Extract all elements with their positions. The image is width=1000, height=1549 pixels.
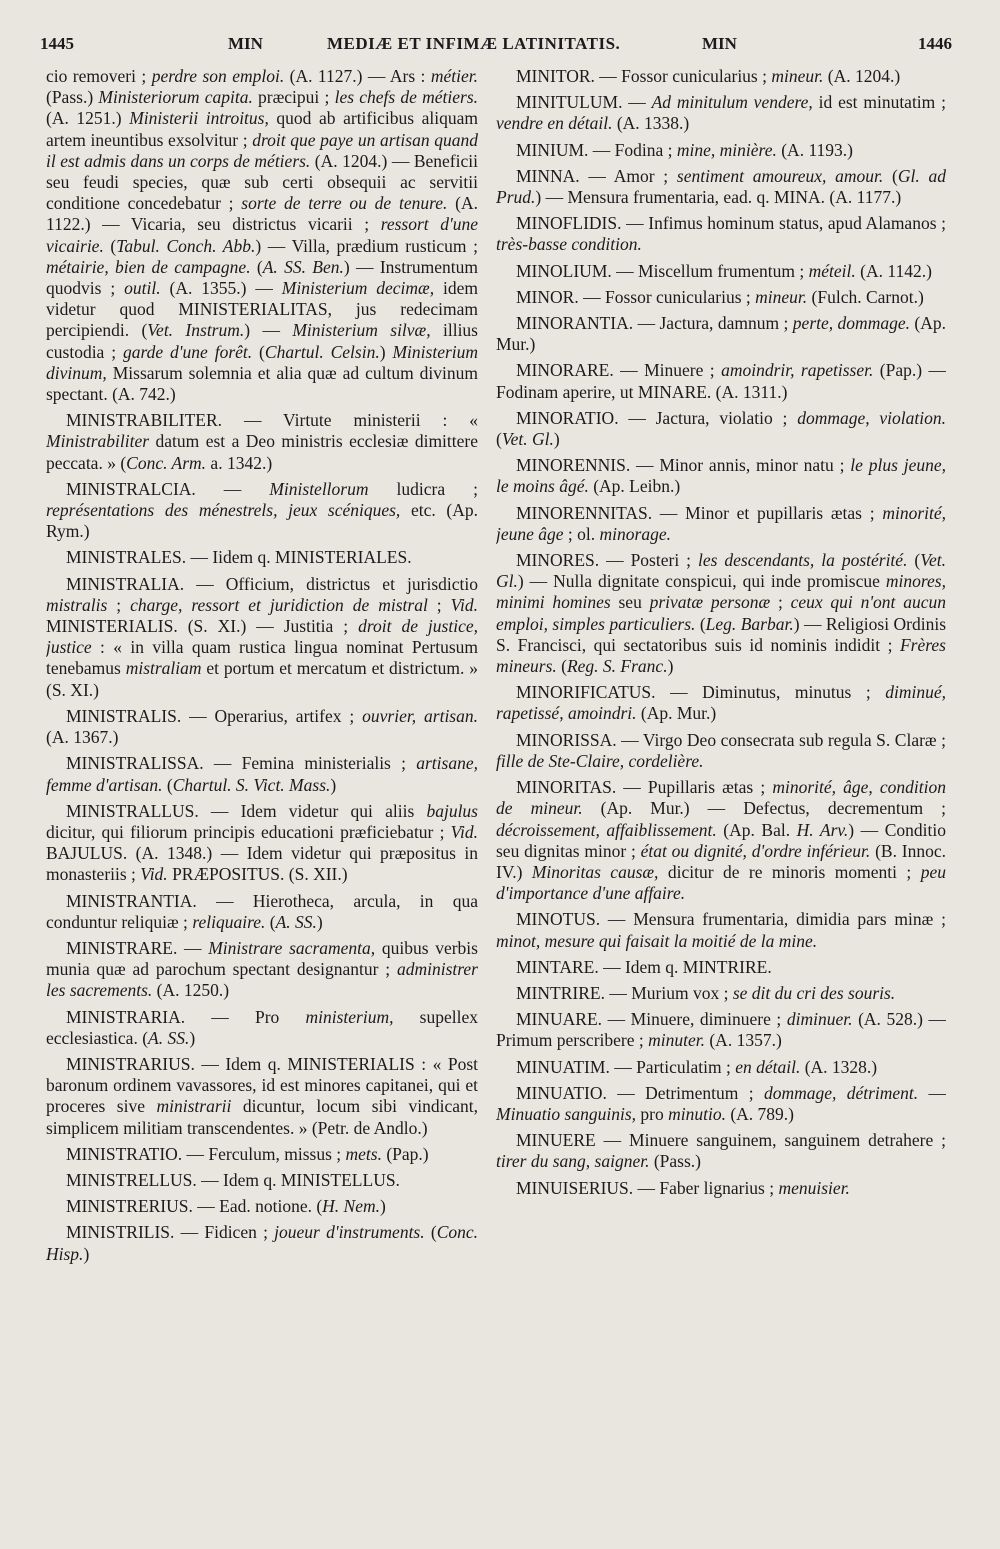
dictionary-entry: MINISTRERIUS. — Ead. notione. (H. Nem.) xyxy=(66,1196,386,1217)
dictionary-entry: MINISTRELLUS. — Idem q. MINISTELLUS. xyxy=(66,1169,400,1190)
page-header xyxy=(40,34,952,66)
dictionary-entry: MINORANTIA. — Jactura, damnum ; perte, dommage. (Ap. Mur.) xyxy=(496,313,946,355)
dictionary-entry: MINISTRARIA. — Pro ministerium, supellex ecclesiastica. (A. SS.) xyxy=(46,1006,478,1048)
dictionary-entry: MINOR. — Fossor cunicularius ; mineur. (Fulch. Carnot.) xyxy=(516,286,924,307)
dictionary-entry: MINIUM. — Fodina ; mine, minière. (A. 1193.) xyxy=(516,139,854,160)
page-number-left: 1445 xyxy=(40,34,74,53)
dictionary-entry: MINUERE — Minuere sanguinem, sanguinem detrahere ; tirer du sang, saigner. (Pass.) xyxy=(496,1130,946,1172)
dictionary-entry: MINTRIRE. — Murium vox ; se dit du cri des souris. xyxy=(516,982,896,1003)
left-column xyxy=(46,66,478,1506)
dictionary-entry: MINORES. — Posteri ; les descendants, la postérité. (Vet. Gl.) — Nulla dignitate conspicui, qui inde promiscue minores, minimi homines seu privatæ personæ ; ceux qui n'ont aucun emploi, simples particuliers. (Leg. Barbar.) — Religiosi Ordinis S. Francisci, qui sectatoribus suis id nominis indidit ; Frères mineurs. (Reg. S. Franc.) xyxy=(496,550,946,677)
running-title: MEDIÆ ET INFIMÆ LATINITATIS. xyxy=(327,34,621,53)
running-head-right: MIN xyxy=(702,34,737,53)
dictionary-entry: MINOLIUM. — Miscellum frumentum ; méteil. (A. 1142.) xyxy=(516,260,932,281)
dictionary-entry: MINISTRANTIA. — Hierotheca, arcula, in qua conduntur reliquiæ ; reliquaire. (A. SS.) xyxy=(46,890,478,932)
dictionary-entry: MINISTRALISSA. — Femina ministerialis ; artisane, femme d'artisan. (Chartul. S. Vict. Mass.) xyxy=(46,753,478,795)
dictionary-entry: MINISTRALIS. — Operarius, artifex ; ouvrier, artisan. (A. 1367.) xyxy=(46,705,478,748)
right-column xyxy=(496,66,946,1506)
dictionary-entry: MINISTRALES. — Iidem q. MINISTERIALES. xyxy=(66,547,412,568)
dictionary-entry: MINTARE. — Idem q. MINTRIRE. xyxy=(516,956,772,977)
dictionary-entry: MINOTUS. — Mensura frumentaria, dimidia pars minæ ; minot, mesure qui faisait la moitié de la mine. xyxy=(496,909,946,951)
dictionary-entry: MINOFLIDIS. — Infimus hominum status, apud Alamanos ; très-basse condition. xyxy=(496,213,946,255)
dictionary-entry: MINORISSA. — Virgo Deo consecrata sub regula S. Claræ ; fille de Ste-Claire, cordelière. xyxy=(496,729,946,771)
dictionary-entry: MINUATIM. — Particulatim ; en détail. (A. 1328.) xyxy=(516,1056,878,1077)
page-number-right: 1446 xyxy=(918,34,952,53)
dictionary-entry: MINORARE. — Minuere ; amoindrir, rapetisser. (Pap.) — Fodinam aperire, ut MINARE. (A. 1311.) xyxy=(496,360,946,402)
dictionary-entry: MINORITAS. — Pupillaris ætas ; minorité, âge, condition de mineur. (Ap. Mur.) — Defectus, decrementum ; décroissement, affaiblissement. (Ap. Bal. H. Arv.) — Conditio seu dignitas minor ; état ou dignité, d'ordre inférieur. (B. Innoc. IV.) Minoritas causæ, dicitur de re minoris momenti ; peu d'importance d'une affaire. xyxy=(496,777,946,904)
dictionary-entry: MINISTRATIO. — Ferculum, missus ; mets. (Pap.) xyxy=(66,1143,429,1164)
dictionary-entry: MINNA. — Amor ; sentiment amoureux, amour. (Gl. ad Prud.) — Mensura frumentaria, ead. q. MINA. (A. 1177.) xyxy=(496,165,946,208)
dictionary-entry: MINUATIO. — Detrimentum ; dommage, détriment. — Minuatio sanguinis, pro minutio. (A. 789.) xyxy=(496,1082,946,1124)
dictionary-entry: MINISTRALIA. — Officium, districtus et jurisdictio mistralis ; charge, ressort et juridiction de mistral ; Vid. MINISTERIALIS. (S. XI.) — Justitia ; droit de justice, justice : « in villa quam rustica lingua nominat Pertusum tenebamus mistraliam et portum et mercatum et districtum. » (S. XI.) xyxy=(46,573,478,700)
dictionary-entry: MINORENNIS. — Minor annis, minor natu ; le plus jeune, le moins âgé. (Ap. Leibn.) xyxy=(496,455,946,497)
dictionary-entry: MINORENNITAS. — Minor et pupillaris ætas ; minorité, jeune âge ; ol. minorage. xyxy=(496,502,946,544)
dictionary-entry: MINUISERIUS. — Faber lignarius ; menuisier. xyxy=(516,1177,850,1198)
running-head-left: MIN xyxy=(228,34,263,53)
dictionary-entry: MINORATIO. — Jactura, violatio ; dommage, violation. (Vet. Gl.) xyxy=(496,407,946,450)
dictionary-entry: MINISTRALCIA. — Ministellorum ludicra ; représentations des ménestrels, jeux scéniques, etc. (Ap. Rym.) xyxy=(46,478,478,542)
dictionary-entry: MINITOR. — Fossor cunicularius ; mineur. (A. 1204.) xyxy=(516,66,901,86)
dictionary-entry: MINISTRABILITER. — Virtute ministerii : « Ministrabiliter datum est a Deo ministris ecclesiæ dimittere peccata. » (Conc. Arm. a. 1342.) xyxy=(46,410,478,473)
dictionary-entry: MINITULUM. — Ad minitulum vendere, id est minutatim ; vendre en détail. (A. 1338.) xyxy=(496,92,946,134)
dictionary-entry: MINISTRARE. — Ministrare sacramenta, quibus verbis munia quæ ad parochum spectant designantur ; administrer les sacrements. (A. 1250.) xyxy=(46,937,478,1001)
dictionary-entry: MINUARE. — Minuere, diminuere ; diminuer. (A. 528.) — Primum perscribere ; minuter. (A. 1357.) xyxy=(496,1009,946,1051)
dictionary-entry: MINISTRARIUS. — Idem q. MINISTERIALIS : « Post baronum ordinem vavassores, id est minores capitanei, qui et proceres sive ministrarii dicuntur, locum sibi vindicant, simplicem militiam transcendentes. » (Petr. de Andlo.) xyxy=(46,1053,478,1138)
dictionary-entry: cio removeri ; perdre son emploi. (A. 1127.) — Ars : métier. (Pass.) Ministeriorum capita. præcipui ; les chefs de métiers. (A. 1251.) Ministerii introitus, quod ab artificibus aliquam artem ineuntibus exsolvitur ; droit que paye un artisan quand il est admis dans un corps de métiers. (A. 1204.) — Beneficii seu feudi species, quæ sub certi obsequii ac servitii conditione concedebatur ; sorte de terre ou de tenure. (A. 1122.) — Vicaria, seu districtus vicarii ; ressort d'une vicairie. (Tabul. Conch. Abb.) — Villa, prædium rusticum ; métairie, bien de campagne. (A. SS. Ben.) — Instrumentum quodvis ; outil. (A. 1355.) — Ministerium decimæ, idem videtur quod MINISTERIALITAS, jus redecimam percipiendi. (Vet. Instrum.) — Ministerium silvæ, illius custodia ; garde d'une forêt. (Chartul. Celsin.) Ministerium divinum, Missarum solemnia et alia quæ ad cultum divinum spectant. (A. 742.) xyxy=(46,66,478,405)
dictionary-entry: MINORIFICATUS. — Diminutus, minutus ; diminué, rapetissé, amoindri. (Ap. Mur.) xyxy=(496,682,946,724)
dictionary-entry: MINISTRALLUS. — Idem videtur qui aliis bajulus dicitur, qui filiorum principis educationi præficiebatur ; Vid. BAJULUS. (A. 1348.) — Idem videtur qui præpositus in monasteriis ; Vid. PRÆPOSITUS. (S. XII.) xyxy=(46,800,478,885)
dictionary-entry: MINISTRILIS. — Fidicen ; joueur d'instruments. (Conc. Hisp.) xyxy=(46,1222,478,1264)
